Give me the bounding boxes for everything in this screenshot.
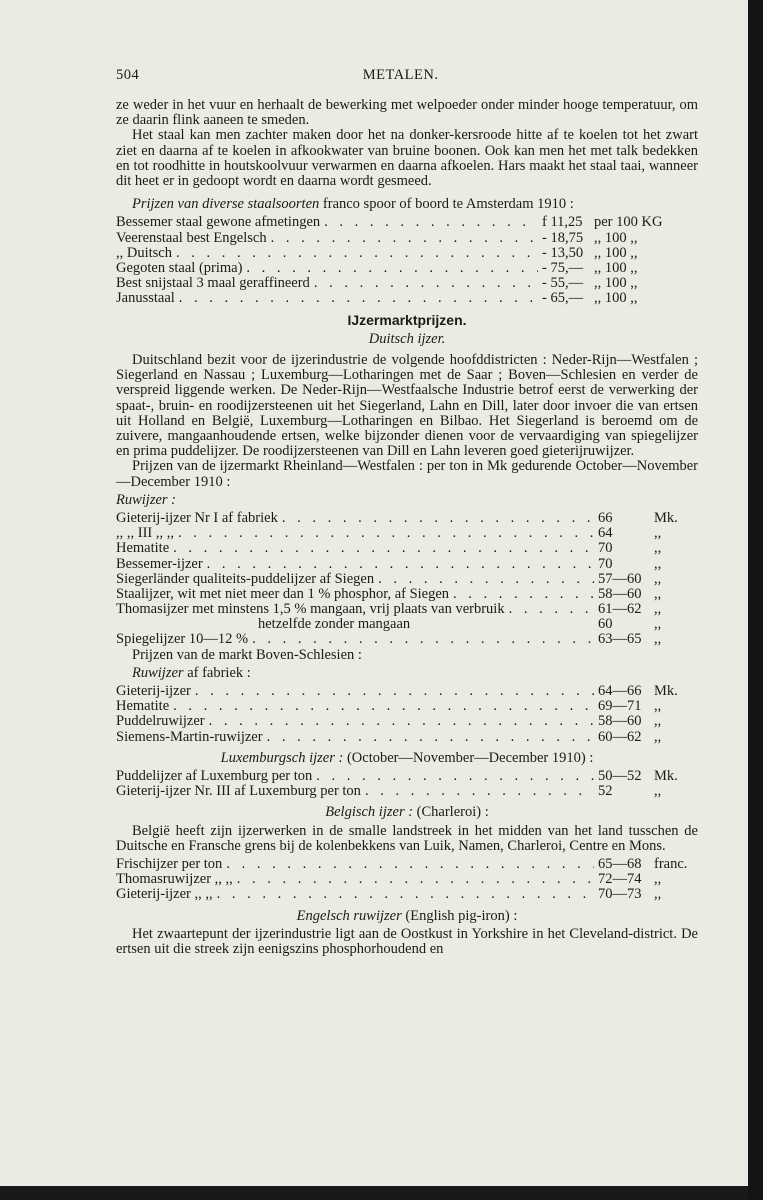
row-unit: ,, 100 ,, (594, 275, 638, 292)
row-label: Bessemer-ijzer (116, 555, 203, 572)
row-label: Janusstaal (116, 290, 175, 307)
eng-heading: Engelsch ruwijzer (English pig-iron) : (296, 907, 518, 924)
leader-dots (209, 714, 594, 729)
row-label: Best snijstaal 3 maal geraffineerd (116, 275, 310, 292)
row-label: Staalijzer, wit met niet meer dan 1 % phosphor, af Siegen (116, 585, 450, 602)
row-label: Gieterij-ijzer ,, ,, (116, 886, 213, 903)
thomas-sub-row: hetzelfde zonder mangaan 60 ,, (258, 616, 662, 633)
steel-price-row (116, 276, 698, 291)
row-unit: ,, (654, 783, 662, 800)
rheinland-price-row (116, 557, 698, 572)
row-value: 64 (598, 525, 613, 542)
leader-dots (217, 887, 594, 902)
row-unit: Mk. (654, 683, 678, 700)
row-value: 70—73 (598, 886, 642, 903)
row-label: Gegoten staal (prima) (116, 259, 243, 276)
leader-dots (453, 587, 594, 602)
rheinland-price-row (116, 572, 698, 587)
leader-dots (509, 602, 594, 617)
row-unit: ,, (654, 713, 662, 730)
row-value: 60—62 (598, 728, 642, 745)
schlesien-price-row (116, 714, 698, 729)
belg-price-list (116, 857, 698, 903)
row-unit: Mk. (654, 509, 678, 526)
row-value: 58—60 (598, 713, 642, 730)
row-unit: ,, (654, 540, 662, 557)
steel-price-row (116, 215, 698, 230)
leader-dots (282, 511, 594, 526)
paragraph-2: Het staal kan men zachter maken door het na donker-kersroode hitte af te koelen tot het zwart ziet en daarna af te koelen in afkookwater van bruine boonen. Ook kan men het met talk bedekken en tot roodhitte in houtskoolvuur verwarmen en daarna afkoelen. Hars maakt het staal taai, wanneer dit heet er in gedoopt wordt en daarna wordt gesmeed. (116, 127, 698, 190)
row-label: Frischijzer per ton (116, 856, 223, 873)
leader-dots (173, 699, 594, 714)
leader-dots (237, 872, 594, 887)
leader-dots (271, 231, 538, 246)
row-unit: per 100 KG (594, 214, 663, 231)
row-value: 61—62 (598, 601, 642, 618)
row-unit: ,, (654, 585, 662, 602)
row-value: f 11,25 (542, 214, 583, 231)
scan-edge-bottom (0, 1186, 748, 1200)
leader-dots (246, 261, 538, 276)
row-unit: ,, 100 ,, (594, 290, 638, 307)
row-unit: ,, (654, 601, 662, 618)
paragraph-6: België heeft zijn ijzerwerken in de smalle landstreek in het midden van het land tusschen de Duitsche en Fransche grens bij de kolenbekkens van Luik, Namen, Charleroi, Centre en Mons. (116, 822, 698, 854)
row-value: 57—60 (598, 570, 642, 587)
steel-prices-heading: Prijzen van diverse staalsoorten franco spoor of boord te Amsterdam 1910 : (132, 196, 574, 213)
belg-price-row (116, 872, 698, 887)
ruwijzer2-label: Ruwijzer af fabriek : (132, 664, 251, 681)
row-unit: Mk. (654, 768, 678, 785)
row-value: 58—60 (598, 585, 642, 602)
leader-dots (226, 857, 594, 872)
schlesien-price-list (116, 684, 698, 745)
row-value: 66 (598, 509, 613, 526)
row-label: Siemens-Martin-ruwijzer (116, 728, 263, 745)
rheinland-price-row (116, 511, 698, 526)
lux-price-row (116, 784, 698, 799)
row-value: 72—74 (598, 871, 642, 888)
schlesien-price-row (116, 730, 698, 745)
leader-dots (267, 730, 594, 745)
row-unit: ,, (654, 570, 662, 587)
row-value: - 18,75 (542, 229, 584, 246)
paragraph-3: Duitschland bezit voor de ijzerindustrie de volgende hoofddistricten : Neder-Rijn—Westfalen ; Siegerland en Nassau ; Luxemburg—Lotharingen met de Saar ; Boven—Schlesien en verder de verspreid liggende werken. De Neder-Rijn—Westfaalsche Industrie betrof eerst de verwerking der spaat-, bruin- en roodijzersteenen uit het Siegerland, Lahn en Dill, later door invoer die van ertsen uit Holland en België, Luxemburg—Lotharingen en Bilbao. Het Siegerland is beroemd om de zuivere, mangaanhoudende ertsen, welke bijzonder dienen voor de vervaardiging van spiegelijzer en prima puddelijzer. De roodijzersteenen van Dill en Lahn leveren goed gieterijruwijzer. (116, 351, 698, 460)
leader-dots (178, 526, 594, 541)
row-label: Puddelruwijzer (116, 713, 205, 730)
paragraph-5: Prijzen van de markt Boven-Schlesien : (132, 646, 362, 663)
ruwijzer-label: Ruwijzer : (116, 491, 177, 508)
row-label: Puddelijzer af Luxemburg per ton (116, 768, 313, 785)
row-unit: ,, (654, 728, 662, 745)
rheinland-price-row (116, 526, 698, 541)
leader-dots (378, 572, 594, 587)
rheinland-price-row (116, 602, 698, 617)
row-label: Hematite (116, 540, 170, 557)
row-unit: ,, 100 ,, (594, 229, 638, 246)
steel-price-row (116, 291, 698, 306)
row-value: 65—68 (598, 856, 642, 873)
subsection-duitsch: Duitsch ijzer. (368, 330, 446, 347)
leader-dots (179, 291, 538, 306)
row-unit: franc. (654, 856, 688, 873)
paragraph-4: Prijzen van de ijzermarkt Rheinland—Westfalen : per ton in Mk gedurende October—November—December 1910 : (116, 458, 698, 490)
running-title: METALEN. (362, 67, 439, 83)
lux-price-row (116, 769, 698, 784)
steel-price-list (116, 215, 698, 306)
row-unit: ,, (654, 886, 662, 903)
schlesien-price-row (116, 699, 698, 714)
row-label: Siegerländer qualiteits-puddelijzer af Siegen (116, 570, 375, 587)
row-label: Hematite (116, 698, 170, 715)
row-unit: ,, 100 ,, (594, 244, 638, 261)
steel-price-row (116, 231, 698, 246)
leader-dots (365, 784, 594, 799)
belg-price-row (116, 857, 698, 872)
scan-edge-right (748, 0, 763, 1200)
leader-dots (316, 769, 594, 784)
leader-dots (324, 215, 538, 230)
row-label: Gieterij-ijzer Nr. III af Luxemburg per ton (116, 783, 361, 800)
row-label: Gieterij-ijzer Nr I af fabriek (116, 509, 278, 526)
row-value: 64—66 (598, 683, 642, 700)
leader-dots (176, 246, 538, 261)
row-label: Gieterij-ijzer (116, 683, 191, 700)
steel-price-row (116, 246, 698, 261)
page-number: 504 (116, 67, 140, 83)
paragraph-1: ze weder in het vuur en herhaalt de bewerking met welpoeder onder minder hooge temperatuur, om ze daarin flink aaneen te smeden. (116, 97, 698, 129)
belg-price-row (116, 887, 698, 902)
row-value: 52 (598, 783, 613, 800)
row-unit: ,, (654, 525, 662, 542)
rheinland-price-row (116, 587, 698, 602)
rheinland-price-list (116, 511, 698, 617)
row-value: - 65,— (542, 290, 584, 307)
row-value: - 55,— (542, 275, 584, 292)
schlesien-price-row (116, 684, 698, 699)
rheinland-price-row (116, 541, 698, 556)
lux-price-list (116, 769, 698, 799)
row-unit: ,, (654, 698, 662, 715)
row-label: ,, ,, III ,, ,, (116, 525, 174, 542)
row-unit: ,, (654, 871, 662, 888)
leader-dots (314, 276, 538, 291)
leader-dots (195, 684, 594, 699)
row-value: - 13,50 (542, 244, 584, 261)
lux-heading: Luxemburgsch ijzer : (October—November—December 1910) : (220, 749, 594, 766)
row-unit: ,, (654, 555, 662, 572)
row-label: Veerenstaal best Engelsch (116, 229, 267, 246)
row-value: 70 (598, 540, 613, 557)
paragraph-7: Het zwaartepunt der ijzerindustrie ligt aan de Oostkust in Yorkshire in het Cleveland-district. De ertsen uit die streek zijn eenigszins phosphorhoudend en (116, 925, 698, 957)
row-value: 69—71 (598, 698, 642, 715)
row-value: 70 (598, 555, 613, 572)
belg-heading: Belgisch ijzer : (Charleroi) : (325, 804, 489, 821)
spiegel-row: Spiegelijzer 10—12 % . . . 63—65 ,, (116, 632, 698, 647)
leader-dots (173, 541, 594, 556)
page-content (116, 68, 698, 957)
row-label: Bessemer staal gewone afmetingen (116, 214, 321, 231)
row-label: ,, Duitsch (116, 244, 172, 261)
running-header (116, 68, 698, 92)
row-value: 50—52 (598, 768, 642, 785)
steel-price-row (116, 261, 698, 276)
section-title: IJzermarktprijzen. (347, 311, 467, 328)
leader-dots (207, 557, 594, 572)
row-label: Thomasijzer met minstens 1,5 % mangaan, vrij plaats van verbruik (116, 601, 505, 618)
row-label: Thomasruwijzer ,, ,, (116, 871, 233, 888)
row-value: - 75,— (542, 259, 584, 276)
row-unit: ,, 100 ,, (594, 259, 638, 276)
